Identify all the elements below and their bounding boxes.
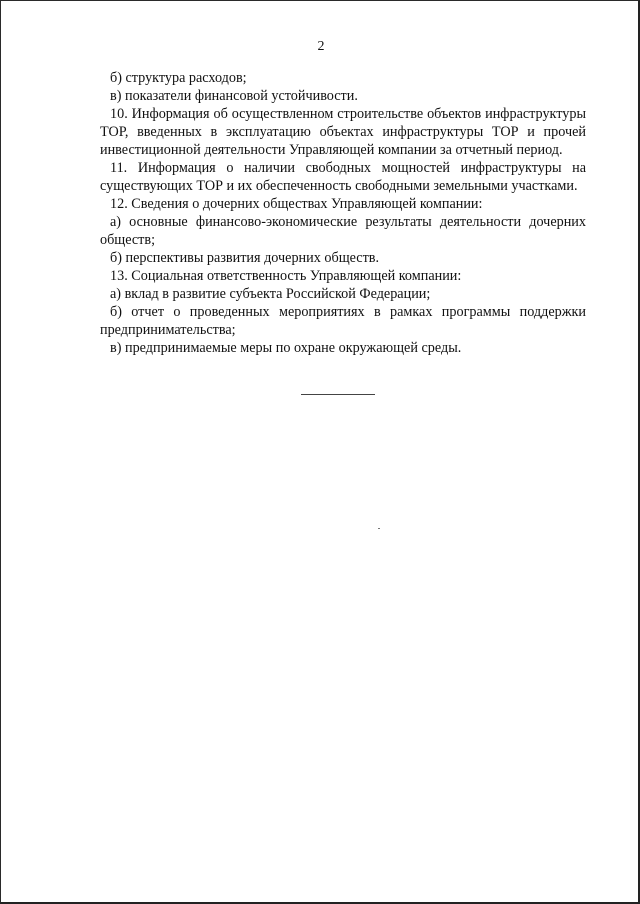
section-10-infrastructure-construction: 10. Информация об осуществленном строительстве объектов инфраструктуры ТОР, введенных в эксплуатацию объектах инфраструктуры ТОР и прочей инвестиционной деятельности Управляющей компании за отчетный период. — [100, 106, 586, 158]
list-item-expenses-structure: б) структура расходов; — [110, 70, 247, 86]
list-item-subsidiaries-results: а) основные финансово-экономические результаты деятельности дочерних обществ; — [100, 214, 586, 248]
list-item-financial-stability: в) показатели финансовой устойчивости. — [110, 88, 358, 104]
document-body — [100, 69, 586, 357]
list-item-business-support-report: б) отчет о проведенных мероприятиях в рамках программы поддержки предпринимательства; — [100, 304, 586, 338]
list-item-environment-protection: в) предпринимаемые меры по охране окружающей среды. — [110, 340, 462, 356]
section-11-free-capacity: 11. Информация о наличии свободных мощностей инфраструктуры на существующих ТОР и их обеспеченность свободными земельными участками. — [100, 160, 586, 194]
end-of-text-rule — [301, 394, 375, 395]
section-12-subsidiaries: 12. Сведения о дочерних обществах Управляющей компании: — [110, 196, 483, 212]
scan-speck — [378, 528, 380, 529]
section-13-social-responsibility: 13. Социальная ответственность Управляющей компании: — [110, 268, 462, 284]
list-item-regional-contribution: а) вклад в развитие субъекта Российской Федерации; — [110, 286, 431, 302]
list-item-subsidiaries-prospects: б) перспективы развития дочерних обществ. — [110, 250, 380, 266]
page-number: 2 — [317, 39, 325, 54]
